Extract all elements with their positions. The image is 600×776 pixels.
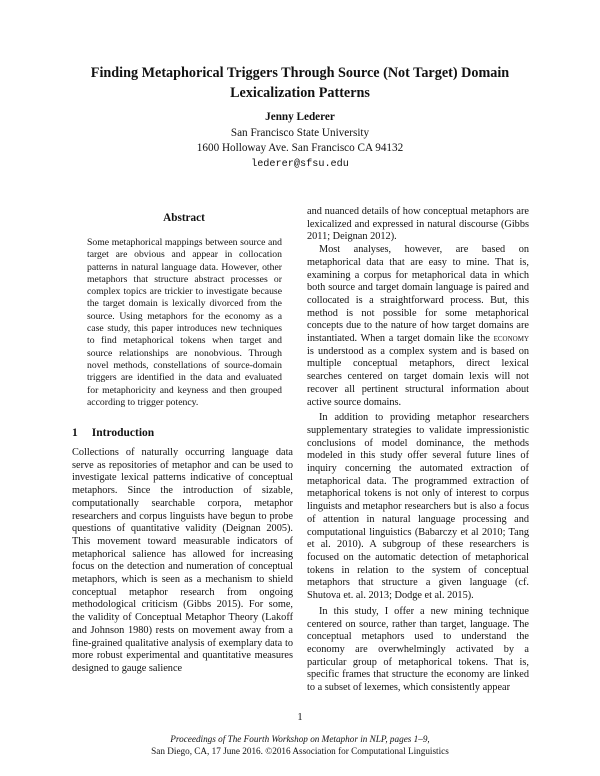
intro-paragraph-1-continued: and nuanced details of how conceptual metaphors are lexicalized and expressed in natural discourse (Gibbs 2011; Deignan 2012). (307, 206, 529, 243)
footer-citation (100, 733, 500, 757)
abstract-heading: Abstract (163, 212, 205, 224)
title-line-1: Finding Metaphorical Triggers Through Source (Not Target) Domain (90, 65, 510, 81)
author-affiliation: San Francisco State University (230, 126, 370, 139)
section-number: 1 (72, 427, 78, 439)
footer-copyright: San Diego, CA, 17 June 2016. ©2016 Association for Computational Linguistics (151, 746, 449, 756)
intro-paragraph-1: Collections of naturally occurring language data serve as repositories of metaphor and can be used to investigate lexical patterns indicative of conceptual metaphors. Since the introduction of sizable, computationally searchable corpora, metaphor researchers and corpus linguists have begun to probe questions of quantitative validity (Deignan 2005). This movement toward measurable indicators of metaphorical salience has allowed for increasing focus on the detection and numeration of conceptual metaphors, which is seen as a mechanism to shield conceptual metaphor research from ongoing methodological criticism (Gibbs 2015). For some, the validity of Conceptual Metaphor Theory (Lakoff and Johnson 1980) rests on movement away from a fine-grained qualitative analysis of exemplary data to more robust experimental and quantitative measures designed to gauge salience (72, 447, 293, 674)
para2-economy-term: economy (493, 333, 529, 345)
abstract-text: Some metaphorical mappings between source and target are obvious and appear in collocation patterns in natural language data. However, other metaphors that structure abstract processes or complex topics are trickier to investigate because the target domain is lexically divorced from the source. Using metaphors for the economy as a case study, this paper introduces new techniques to find metaphorical tokens when target and source relationships are nonobvious. Through novel methods, constellations of source-domain triggers are identified in the data and evaluated for metaphoricity and keyness and then grouped according to trigger potency. (87, 237, 282, 408)
intro-paragraph-3: In addition to providing metaphor researchers supplementary strategies to validate impressionistic conclusions of model dominance, the methods modeled in this study offer several future lines of inquiry concerning the automated extraction of metaphorical data. The programmed extraction of metaphorical tokens is not only of interest to corpus linguists and metaphor researchers but is also a focus of attention in natural language processing and computational linguistics (Babarczy et al 2010; Tang et al. 2010). A subgroup of these researchers is focused on the automatic detection of metaphorical tokens in relation to the system of conceptual metaphors that structure a given language (cf. Shutova et. al. 2013; Dodge et al. 2015). (307, 412, 529, 602)
intro-paragraph-4: In this study, I offer a new mining technique centered on source, rather than target, language. The conceptual metaphors used to understand the economy are overwhelmingly activated by a particular group of metaphorical tokens. That is, specific frames that structure the economy are linked to a subset of lexemes, which consistently appear (307, 605, 529, 694)
section-heading-introduction (72, 427, 154, 439)
para2-text-a: Most analyses, however, are based on metaphorical data that are easy to mine. That is, examining a corpus for metaphorical data in which both source and target domain language is paired and collocated is a straightforward process. But, this method is not possible for some metaphorical concepts due to the nature of how target domains are instantiated. When a target domain like the (307, 244, 529, 345)
section-title: Introduction (91, 427, 155, 439)
right-column (307, 206, 529, 695)
paper-title (60, 63, 540, 103)
author-block (100, 110, 500, 172)
para2-text-b: is understood as a complex system and is based on multiple conceptual metaphors, direct lexical searches centered on target domain lexis will not recover all pertinent structural information about active source domains. (307, 345, 529, 408)
title-line-2: Lexicalization Patterns (230, 85, 370, 101)
author-email[interactable]: lederer@sfsu.edu (251, 158, 349, 170)
page-number: 1 (297, 712, 303, 723)
left-column (72, 447, 293, 676)
footer-proceedings: Proceedings of The Fourth Workshop on Metaphor in NLP, pages 1–9, (170, 734, 430, 744)
intro-paragraph-2 (307, 244, 529, 409)
author-name: Jenny Lederer (265, 111, 335, 123)
author-address: 1600 Holloway Ave. San Francisco CA 94132 (196, 142, 404, 154)
